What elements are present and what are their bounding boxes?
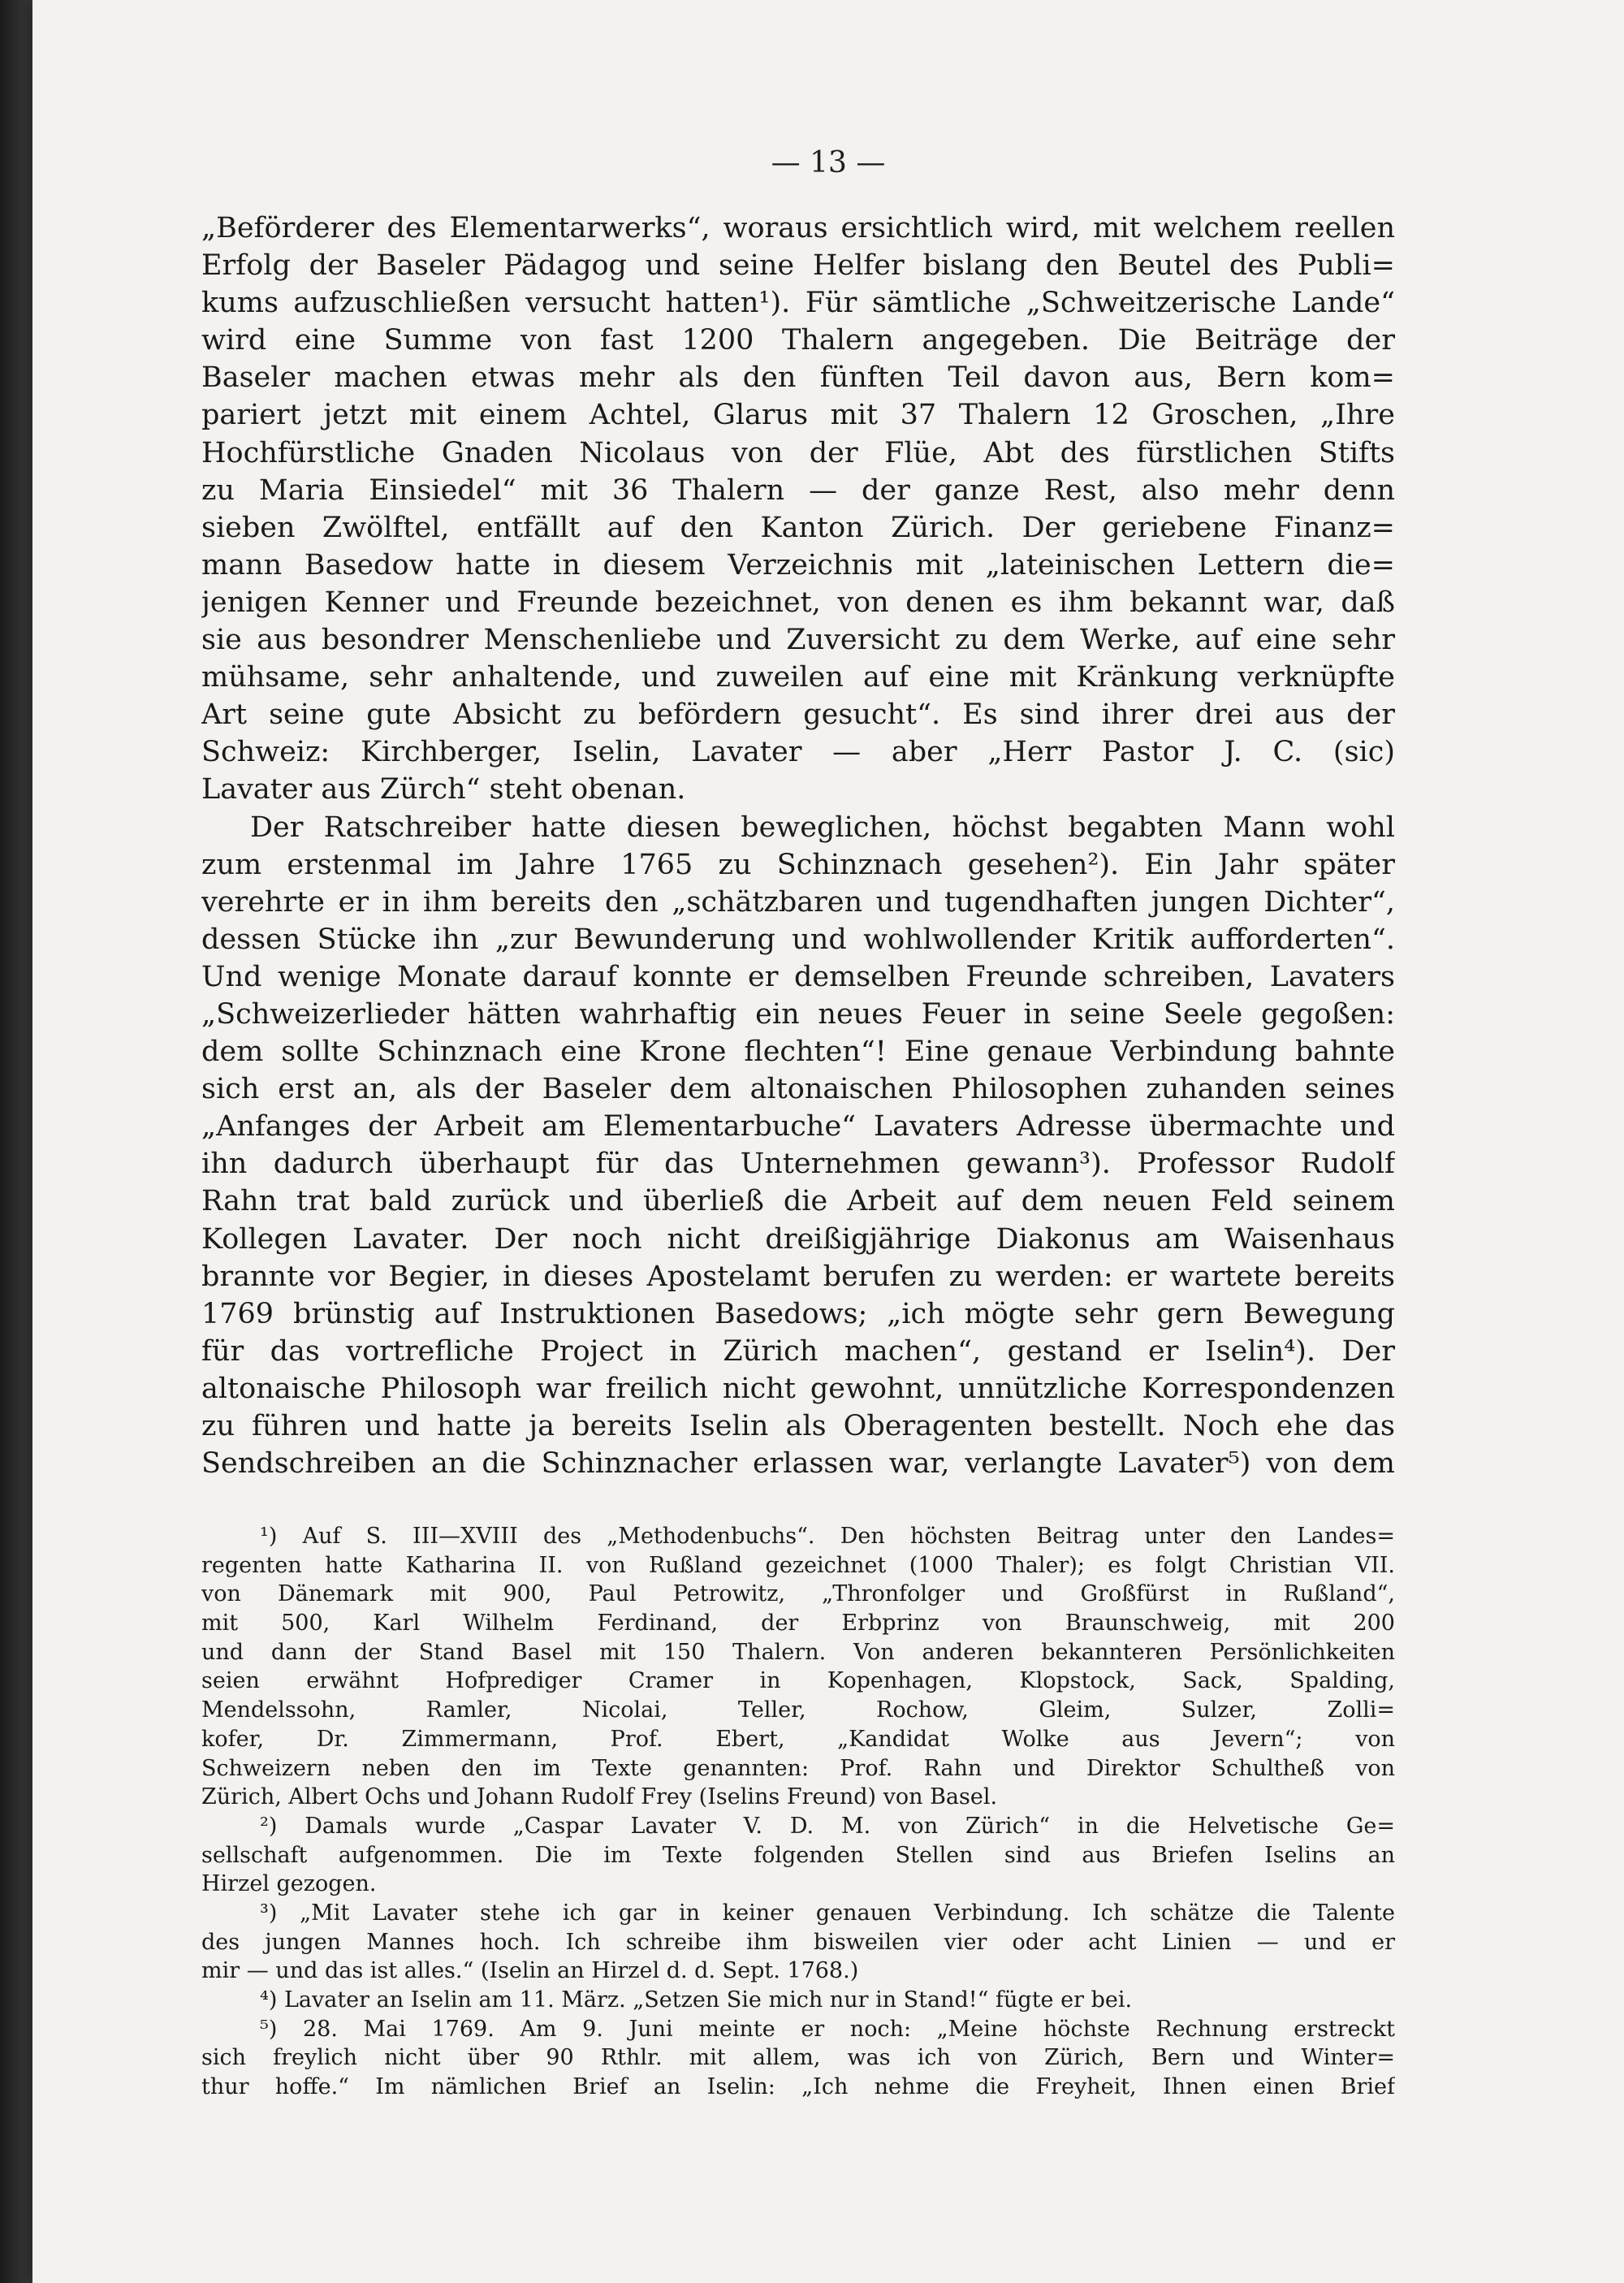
footnote-line: kofer, Dr. Zimmermann, Prof. Ebert, „Kandidat Wolke aus Jevern“; von [201, 1726, 1395, 1752]
text-line: „Anfanges der Arbeit am Elementarbuche“ Lavaters Adresse übermachte und [201, 1110, 1395, 1144]
text-line: pariert jetzt mit einem Achtel, Glarus mit 37 Thalern 12 Groschen, „Ihre [201, 399, 1395, 432]
footnote-line: ⁴) Lavater an Iselin am 11. März. „Setzen Sie mich nur in Stand!“ fügte er bei. [260, 1987, 1133, 2013]
page-number: — 13 — [771, 146, 886, 179]
footnote-line: ²) Damals wurde „Caspar Lavater V. D. M. von Zürich“ in die Helvetische Ge= [260, 1813, 1395, 1839]
footnote-line: ¹) Auf S. III—XVIII des „Methodenbuchs“. Den höchsten Beitrag unter den Landes= [260, 1524, 1395, 1549]
text-line: zu Maria Einsiedel“ mit 36 Thalern — der ganze Rest, also mehr denn [201, 473, 1395, 507]
footnote-line: sich freylich nicht über 90 Rthlr. mit allem, was ich von Zürich, Bern und Winter= [201, 2045, 1395, 2071]
text-line: Und wenige Monate darauf konnte er demselben Freunde schreiben, Lavaters [201, 960, 1395, 993]
text-line: mann Basedow hatte in diesem Verzeichnis mit „lateinischen Lettern die= [201, 548, 1395, 582]
text-line: 1769 brünstig auf Instruktionen Basedows; „ich mögte sehr gern Bewegung [201, 1297, 1395, 1330]
text-line: Art seine gute Absicht zu befördern gesucht“. Es sind ihrer drei aus der [201, 698, 1395, 732]
footnote-line: Schweizern neben den im Texte genannten: Prof. Rahn und Direktor Schultheß von [201, 1755, 1395, 1781]
footnotes [201, 1522, 1395, 2102]
text-line: dessen Stücke ihn „zur Bewunderung und wohlwollender Kritik aufforderten“. [201, 923, 1395, 956]
text-line: brannte vor Begier, in dieses Apostelamt berufen zu werden: er wartete bereits [201, 1260, 1395, 1293]
text-line: kums aufzuschließen versucht hatten¹). Für sämtliche „Schweitzerische Lande“ [201, 287, 1395, 320]
text-line: zum erstenmal im Jahre 1765 zu Schinznach gesehen²). Ein Jahr später [201, 848, 1395, 881]
text-line: jenigen Kenner und Freunde bezeichnet, von denen es ihm bekannt war, daß [201, 586, 1395, 619]
text-line: Baseler machen etwas mehr als den fünften Teil davon aus, Bern kom= [201, 361, 1395, 395]
text-line: Hochfürstliche Gnaden Nicolaus von der Flüe, Abt des fürstlichen Stifts [201, 436, 1395, 469]
text-line: Schweiz: Kirchberger, Iselin, Lavater — aber „Herr Pastor J. C. (sic) [201, 736, 1395, 769]
text-line: zu führen und hatte ja bereits Iselin als Oberagenten bestellt. Noch ehe das [201, 1410, 1395, 1442]
text-line: für das vortrefliche Project in Zürich machen“, gestand er Iselin⁴). Der [201, 1334, 1395, 1368]
footnote-line: des jungen Mannes hoch. Ich schreibe ihm bisweilen vier oder acht Linien — und er [201, 1929, 1395, 1955]
footnote-line: seien erwähnt Hofprediger Cramer in Kopenhagen, Klopstock, Sack, Spalding, [201, 1668, 1395, 1694]
footnote-line: von Dänemark mit 900, Paul Petrowitz, „Thronfolger und Großfürst in Rußland“, [201, 1581, 1395, 1607]
footnote-line: Mendelssohn, Ramler, Nicolai, Teller, Rochow, Gleim, Sulzer, Zolli= [201, 1697, 1395, 1723]
text-line: Sendschreiben an die Schinznacher erlassen war, verlangte Lavater⁵) von dem [201, 1447, 1395, 1481]
footnote-line: ³) „Mit Lavater stehe ich gar in keiner genauen Verbindung. Ich schätze die Talente [260, 1900, 1395, 1926]
text-line: wird eine Summe von fast 1200 Thalern angegeben. Die Beiträge der [201, 324, 1395, 357]
text-line: Der Ratschreiber hatte diesen beweglichen, höchst begabten Mann wohl [250, 811, 1395, 844]
main-text [201, 210, 1395, 1482]
text-line: sie aus besondrer Menschenliebe und Zuversicht zu dem Werke, auf eine sehr [201, 624, 1395, 657]
text-line: „Beförderer des Elementarwerks“, woraus ersichtlich wird, mit welchem reellen [201, 212, 1395, 244]
text-line: Lavater aus Zürch“ steht obenan. [201, 773, 686, 806]
text-line: Kollegen Lavater. Der noch nicht dreißigjährige Diakonus am Waisenhaus [201, 1222, 1395, 1256]
footnote-line: und dann der Stand Basel mit 150 Thalern. Von anderen bekannteren Persönlichkeiten [201, 1639, 1395, 1665]
footnote-line: mir — und das ist alles.“ (Iselin an Hirzel d. d. Sept. 1768.) [201, 1958, 859, 1984]
text-line: verehrte er in ihm bereits den „schätzbaren und tugendhaften jungen Dichter“, [201, 885, 1395, 919]
footnote-line: Hirzel gezogen. [201, 1871, 377, 1897]
text-line: „Schweizerlieder hätten wahrhaftig ein neues Feuer in seine Seele gegoßen: [201, 997, 1395, 1031]
footnote-line: mit 500, Karl Wilhelm Ferdinand, der Erbprinz von Braunschweig, mit 200 [201, 1611, 1395, 1637]
text-line: sieben Zwölftel, entfällt auf den Kanton Zürich. Der geriebene Finanz= [201, 511, 1395, 544]
footnote-line: thur hoffe.“ Im nämlichen Brief an Iselin: „Ich nehme die Freyheit, Ihnen einen Brief [201, 2074, 1395, 2100]
text-line: dem sollte Schinznach eine Krone flechten“! Eine genaue Verbindung bahnte [201, 1036, 1395, 1069]
text-line: ihn dadurch überhaupt für das Unternehmen gewann³). Professor Rudolf [201, 1148, 1395, 1181]
text-line: Erfolg der Baseler Pädagog und seine Helfer bislang den Beutel des Publi= [201, 249, 1395, 283]
footnote-line: Zürich, Albert Ochs und Johann Rudolf Frey (Iselins Freund) von Basel. [201, 1784, 998, 1810]
text-line: altonaische Philosoph war freilich nicht gewohnt, unnützliche Korrespondenzen [201, 1372, 1395, 1405]
footnote-line: sellschaft aufgenommen. Die im Texte folgenden Stellen sind aus Briefen Iselins an [201, 1842, 1395, 1868]
footnote-line: regenten hatte Katharina II. von Rußland gezeichnet (1000 Thaler); es folgt Christian VII. [201, 1552, 1395, 1578]
text-line: sich erst an, als der Baseler dem altonaischen Philosophen zuhanden seines [201, 1073, 1395, 1106]
footnote-line: ⁵) 28. Mai 1769. Am 9. Juni meinte er noch: „Meine höchste Rechnung erstreckt [260, 2016, 1395, 2042]
text-line: mühsame, sehr anhaltende, und zuweilen auf eine mit Kränkung verknüpfte [201, 661, 1395, 694]
text-line: Rahn trat bald zurück und überließ die Arbeit auf dem neuen Feld seinem [201, 1185, 1395, 1218]
